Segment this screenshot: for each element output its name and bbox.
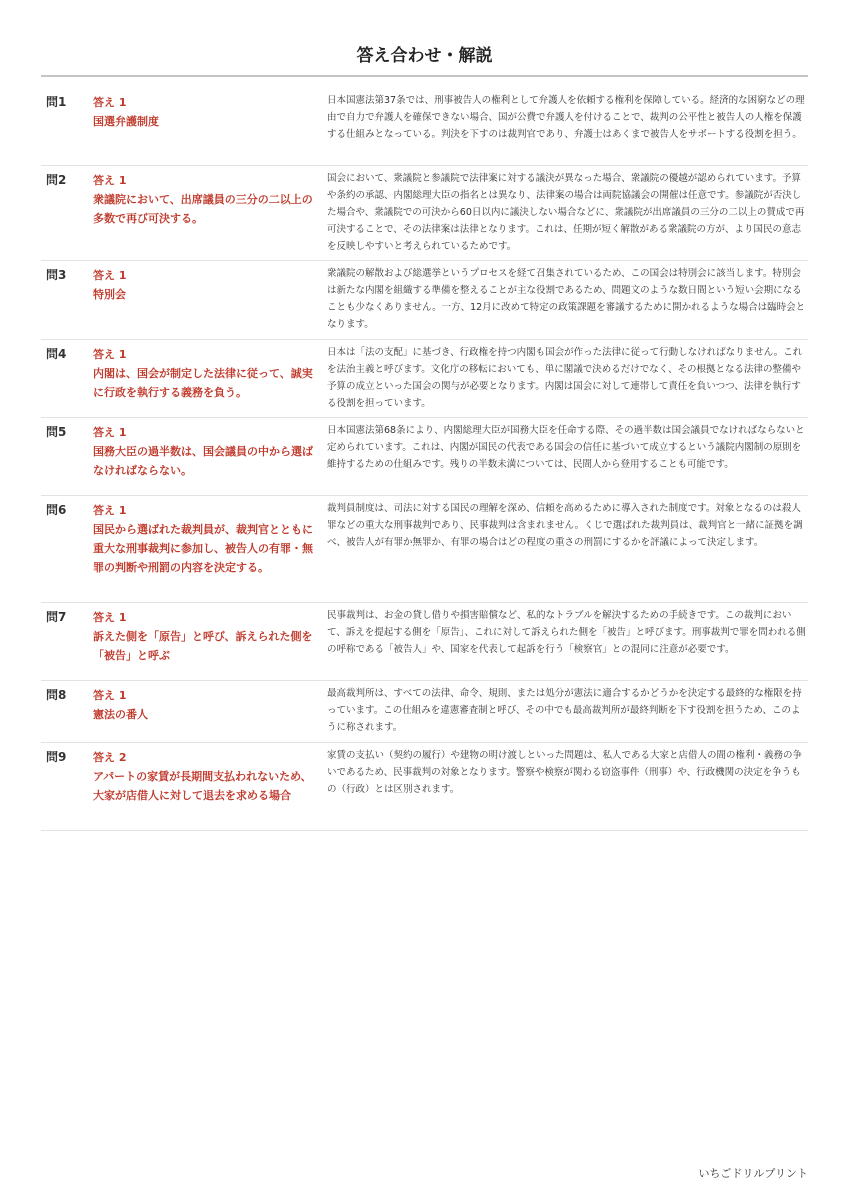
question-number: 問7: [46, 610, 67, 624]
explanation-text: 国会において、衆議院と参議院で法律案に対する議決が異なった場合、衆議院の優越が認められています。予算や条約の承認、内閣総理大臣の指名とは異なり、法律案の場合は両院協議会の開催は任意です。参議院が否決した場合や、衆議院での可決から60日以内に議決しない場合などに、衆議院が出席議員の三分の二以上の賛成で再可決することで、その法律案は法律となります。これは、任期が短く解散がある衆議院の方が、より国民の意志を反映しやすいと考えられているためです。: [327, 173, 805, 252]
answer-text: 内閣は、国会が制定した法律に従って、誠実に行政を執行する義務を負う。: [93, 367, 313, 399]
question-row-7: [41, 603, 808, 681]
question-row-8: [41, 681, 808, 743]
explanation-text: 最高裁判所は、すべての法律、命令、規則、または処分が憲法に適合するかどうかを決定する最終的な権限を持っています。この仕組みを違憲審査制と呼び、その中でも最高裁判所が最終判断を下す役割を担うため、このように称されます。: [327, 688, 802, 733]
answer-label: 答え 1: [93, 504, 127, 517]
question-number: 問3: [46, 268, 67, 282]
answer-label: 答え 1: [93, 174, 127, 187]
answer-label: 答え 1: [93, 348, 127, 361]
answer-block: [93, 501, 319, 598]
answer-label: 答え 1: [93, 269, 127, 282]
answer-block: [93, 608, 319, 676]
answer-block: [93, 266, 319, 335]
question-row-3: [41, 261, 808, 340]
answer-text: 訴えた側を「原告」と呼び、訴えられた側を「被告」と呼ぶ: [93, 630, 313, 662]
explanation-text: 日本は「法の支配」に基づき、行政権を持つ内閣も国会が作った法律に従って行動しなければなりません。これを法治主義と呼びます。文化庁の移転においても、単に閣議で決めるだけでなく、その根拠となる法律の整備や予算の成立といった国会の関与が必要となります。内閣は国会に対して連帯して責任を負いつつ、法律を執行する役割を担っています。: [327, 347, 803, 409]
explanation-text: 日本国憲法第37条では、刑事被告人の権利として弁護人を依頼する権利を保障している。経済的な困窮などの理由で自力で弁護人を確保できない場合、国が公費で弁護人を付けることで、裁判の公平性と被告人の人権を保護する仕組みとなっている。判決を下すのは裁判官であり、弁護士はあくまで被告人をサポートする役割を担う。: [327, 95, 805, 140]
answer-block: [93, 171, 319, 256]
question-row-4: [41, 340, 808, 418]
question-number: 問1: [46, 95, 67, 109]
answer-label: 答え 1: [93, 611, 127, 624]
question-row-1: [41, 88, 808, 166]
question-row-2: [41, 166, 808, 261]
question-number: 問5: [46, 425, 67, 439]
title-divider: [41, 75, 808, 77]
answer-label: 答え 2: [93, 751, 127, 764]
answer-block: [93, 345, 319, 413]
explanation-text: 民事裁判は、お金の貸し借りや損害賠償など、私的なトラブルを解決するための手続きです。この裁判において、訴えを提起する側を「原告」、これに対して訴えられた側を「被告」と呼びます。刑事裁判で罪を問われる側の呼称である「被告人」や、国家を代表して起訴を行う「検察官」との混同に注意が必要です。: [327, 610, 806, 655]
answer-block: [93, 93, 319, 161]
question-number: 問6: [46, 503, 67, 517]
question-number: 問2: [46, 173, 67, 187]
page-title: 答え合わせ・解説: [356, 46, 493, 66]
question-number: 問4: [46, 347, 67, 361]
explanation-text: 日本国憲法第68条により、内閣総理大臣が国務大臣を任命する際、その過半数は国会議員でなければならないと定められています。これは、内閣が国民の代表である国会の信任に基づいて成立するという議院内閣制の原則を維持するための仕組みです。残りの半数未満については、民間人から登用することも可能です。: [327, 425, 805, 470]
footer-brand: いちごドリルプリント: [698, 1167, 808, 1180]
explanation-text: 家賃の支払い（契約の履行）や建物の明け渡しといった問題は、私人である大家と店借人の間の権利・義務の争いであるため、民事裁判の対象となります。警察や検察が関わる窃盗事件（刑事）や、行政機関の決定を争うもの（行政）とは区別されます。: [327, 750, 803, 795]
answer-block: [93, 423, 319, 491]
answer-text: アパートの家賃が長期間支払われないため、大家が店借人に対して退去を求める場合: [93, 770, 312, 802]
answer-block: [93, 686, 319, 738]
question-row-5: [41, 418, 808, 496]
explanation-text: 衆議院の解散および総選挙というプロセスを経て召集されているため、この国会は特別会に該当します。特別会は新たな内閣を組織する準備を整えることが主な役割であるため、問題文のような数日間という短い会期になることも少なくありません。一方、12月に改めて特定の政策課題を審議するために開かれるような場合は臨時会となります。: [327, 268, 806, 330]
answer-label: 答え 1: [93, 689, 127, 702]
answer-table: [41, 88, 808, 831]
question-row-9: [41, 743, 808, 831]
answer-label: 答え 1: [93, 426, 127, 439]
explanation-text: 裁判員制度は、司法に対する国民の理解を深め、信頼を高めるために導入された制度です。対象となるのは殺人罪などの重大な刑事裁判であり、民事裁判は含まれません。くじで選ばれた裁判員は、裁判官と一緒に証拠を調べ、被告人が有罪か無罪か、有罪の場合はどの程度の重さの刑罰にするかを評議によって決定します。: [327, 503, 803, 548]
answer-text: 特別会: [93, 288, 126, 301]
answer-block: [93, 748, 319, 826]
answer-text: 国民から選ばれた裁判員が、裁判官とともに重大な刑事裁判に参加し、被告人の有罪・無罪の判断や刑罰の内容を決定する。: [93, 523, 313, 574]
answer-label: 答え 1: [93, 96, 127, 109]
answer-text: 国選弁護制度: [93, 115, 159, 128]
answer-text: 憲法の番人: [93, 708, 148, 721]
question-number: 問9: [46, 750, 67, 764]
question-number: 問8: [46, 688, 67, 702]
question-row-6: [41, 496, 808, 603]
answer-text: 国務大臣の過半数は、国会議員の中から選ばなければならない。: [93, 445, 313, 477]
answer-text: 衆議院において、出席議員の三分の二以上の多数で再び可決する。: [93, 193, 313, 225]
